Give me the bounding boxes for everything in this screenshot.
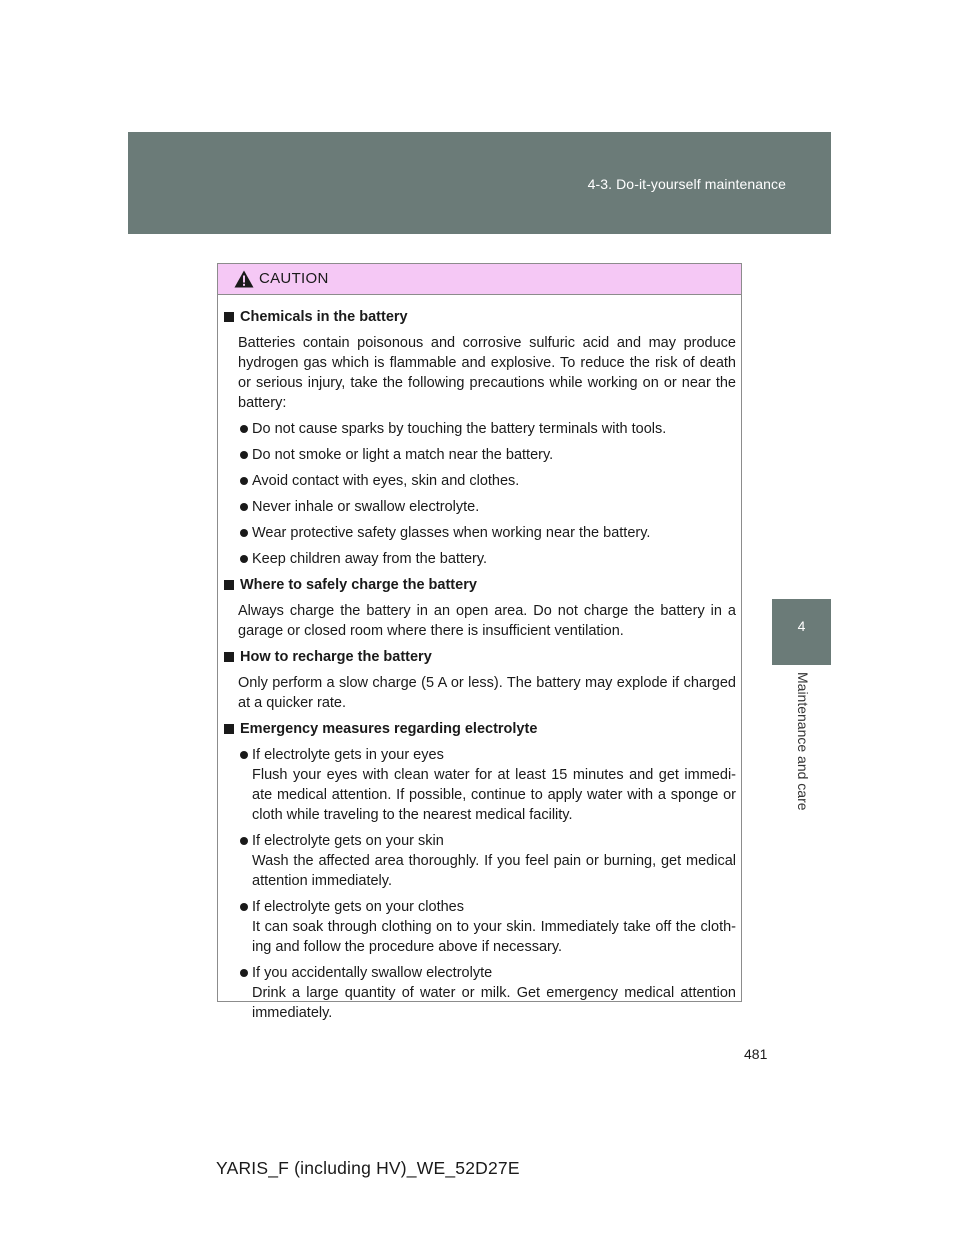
warning-triangle-icon <box>234 270 254 288</box>
list-item <box>238 897 736 957</box>
caution-box <box>217 263 742 1021</box>
caution-title: CAUTION <box>259 270 329 287</box>
page-number: 481 <box>744 1046 768 1062</box>
item-title: If electrolyte gets on your skin <box>252 833 444 849</box>
item-title: If electrolyte gets on your clothes <box>252 899 464 915</box>
list-item: Do not smoke or light a match near the battery. <box>238 445 736 465</box>
item-text: Flush your eyes with clean water for at least 15 minutes and get immedi-ate medical attention. If possible, continue to apply water with a sponge or cloth while traveling to the nearest medical facility. <box>252 767 736 823</box>
section-heading: Chemicals in the battery <box>223 307 736 327</box>
caution-header <box>218 264 741 295</box>
section-heading: Where to safely charge the battery <box>223 575 736 595</box>
list-item: Avoid contact with eyes, skin and clothes. <box>238 471 736 491</box>
item-text: Wash the affected area thoroughly. If you feel pain or burning, get medical attention immediately. <box>252 853 736 889</box>
item-title: If electrolyte gets in your eyes <box>252 747 444 763</box>
list-item: Do not cause sparks by touching the battery terminals with tools. <box>238 419 736 439</box>
document-id: YARIS_F (including HV)_WE_52D27E <box>216 1158 520 1178</box>
section-heading: Emergency measures regarding electrolyte <box>223 719 736 739</box>
list-item <box>238 963 736 1023</box>
section-text: Batteries contain poisonous and corrosive sulfuric acid and may produce hydrogen gas which is flammable and explosive. To reduce the risk of death or serious injury, take the following precautions while working on or near the battery: <box>238 335 736 411</box>
header-band <box>128 132 831 234</box>
list-item <box>238 745 736 825</box>
section-text: Only perform a slow charge (5 A or less). The battery may explode if charged at a quicker rate. <box>238 675 736 711</box>
item-text: Drink a large quantity of water or milk. Get emergency medical attention immediately. <box>252 985 736 1021</box>
item-text: It can soak through clothing on to your skin. Immediately take off the cloth-ing and follow the procedure above if necessary. <box>252 919 736 955</box>
chapter-number: 4 <box>797 618 806 634</box>
chapter-tab <box>772 599 831 665</box>
section-title: 4-3. Do-it-yourself maintenance <box>587 176 786 192</box>
chapter-label-container <box>774 672 830 822</box>
list-item <box>238 831 736 891</box>
item-title: If you accidentally swallow electrolyte <box>252 965 493 981</box>
section-heading: How to recharge the battery <box>223 647 736 667</box>
section-text: Always charge the battery in an open area. Do not charge the battery in a garage or closed room where there is insufficient ventilation. <box>238 603 736 639</box>
list-item: Never inhale or swallow electrolyte. <box>238 497 736 517</box>
list-item: Keep children away from the battery. <box>238 549 736 569</box>
caution-content <box>218 295 741 1023</box>
list-item: Wear protective safety glasses when working near the battery. <box>238 523 736 543</box>
chapter-label: Maintenance and care <box>795 672 811 811</box>
